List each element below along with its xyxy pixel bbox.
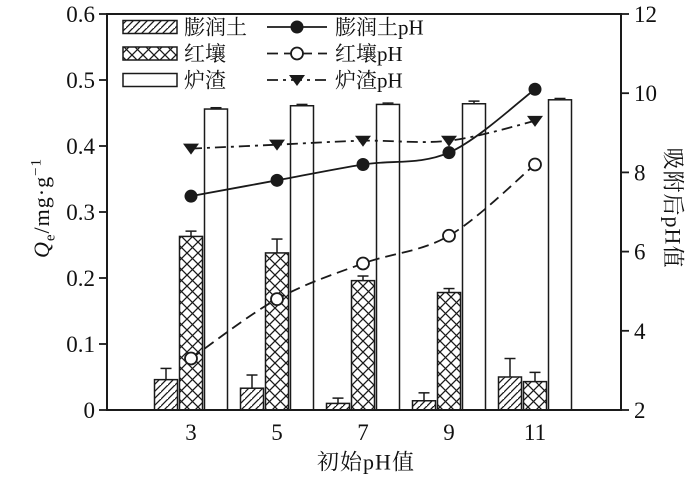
bar-膨润土 [499,377,522,410]
bar-红壤 [352,281,375,410]
x-axis-title: 初始pH值 [317,449,415,475]
open-circle-marker [271,293,283,305]
legend-label-膨润土pH: 膨润土pH [335,15,424,40]
open-circle-marker [185,353,197,365]
left-axis-symbol-sub: e [42,233,59,242]
legend-swatch-膨润土 [123,21,177,34]
left-axis-tick-label: 0.3 [66,200,95,225]
left-axis-tick-label: 0 [83,398,95,423]
left-axis-tick-label: 0.6 [66,2,95,27]
filled-circle-marker [291,21,304,34]
open-circle-marker [357,257,369,269]
right-axis-tick-label: 4 [634,318,646,344]
left-axis-unit-sup: −1 [28,157,45,176]
x-axis-tick-label: 11 [523,420,547,445]
bar-膨润土 [413,401,436,410]
bar-炉渣 [291,106,314,410]
bar-炉渣 [377,104,400,410]
bar-膨润土 [241,388,264,410]
left-axis-title [29,158,60,258]
legend-swatch-炉渣 [123,74,177,87]
legend-label-炉渣: 炉渣 [184,68,226,93]
left-axis-tick-label: 0.5 [66,68,95,93]
filled-circle-marker [443,146,456,159]
right-axis-tick-label: 10 [634,81,657,107]
x-axis-tick-label: 9 [443,420,455,445]
legend-label-炉渣pH: 炉渣pH [335,68,403,93]
legend-swatch-红壤 [123,47,177,60]
open-circle-marker [529,158,541,170]
open-circle-marker [443,230,455,242]
filled-circle-marker [357,158,370,171]
bar-红壤 [180,236,203,410]
filled-circle-marker [185,190,198,203]
right-axis-tick-label: 8 [634,160,646,186]
left-axis-tick-label: 0.2 [66,266,95,291]
left-axis-symbol: Q [28,241,54,259]
bar-红壤 [438,293,461,410]
bar-红壤 [266,253,289,410]
right-axis-tick-label: 2 [634,398,646,423]
right-axis-tick-label: 12 [634,2,657,27]
left-axis-unit: /mg·g [28,175,54,234]
right-axis-tick-label: 6 [634,239,646,265]
bar-炉渣 [549,100,572,410]
x-axis-tick-label: 7 [357,420,369,445]
left-axis-tick-label: 0.4 [66,134,95,159]
right-axis-title: 吸附后pH值 [660,147,686,269]
open-circle-marker [291,48,303,60]
filled-circle-marker [529,83,542,96]
left-axis-tick-label: 0.1 [66,332,95,357]
x-axis-tick-label: 3 [185,420,197,445]
legend-label-红壤pH: 红壤pH [335,42,403,66]
filled-triangle-marker [441,136,457,147]
x-axis-tick-label: 5 [271,420,283,445]
filled-circle-marker [271,174,284,187]
bar-膨润土 [155,380,178,410]
bar-炉渣 [463,104,486,410]
legend-label-红壤: 红壤 [184,42,226,66]
legend-label-膨润土: 膨润土 [184,15,247,40]
bar-炉渣 [205,109,228,410]
bar-红壤 [524,382,547,410]
